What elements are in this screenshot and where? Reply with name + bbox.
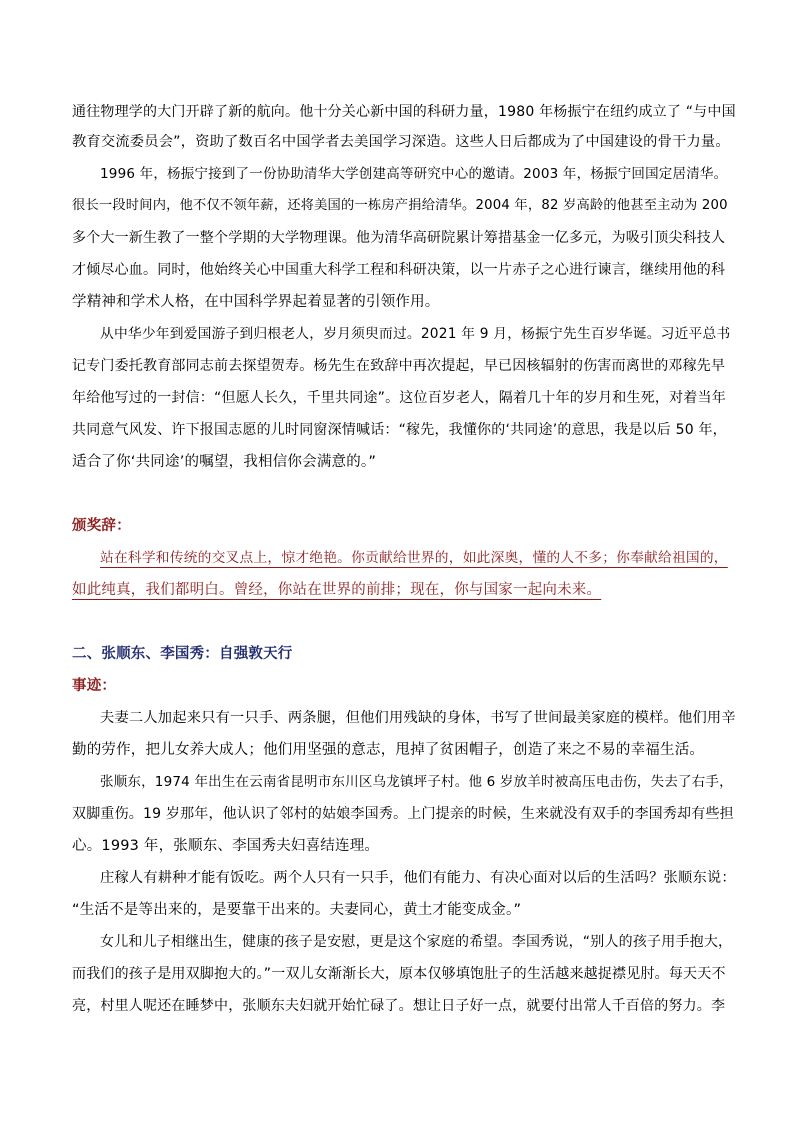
award-speech-line: 如此纯真，我们都明白。曾经，你站在世界的前排；现在，你与国家一起向未来。	[72, 582, 602, 598]
text-line: 张顺东，1974 年出生在云南省昆明市东川区乌龙镇坪子村。他 6 岁放羊时被高压电击伤，失去了右手，	[100, 774, 733, 790]
text-line: 1996 年，杨振宁接到了一份协助清华大学创建高等研究中心的邀请。2003 年，杨振宁回国定居清华。	[100, 166, 728, 182]
text-line: 勤的劳作，把儿女养大成人；他们用坚强的意志，甩掉了贫困帽子，创造了来之不易的幸福生活。	[72, 742, 705, 758]
text-line: 学精神和学术人格，在中国科学界起着显著的引领作用。	[72, 294, 440, 310]
award-speech-heading: 颁奖辞：	[72, 518, 131, 534]
text-line: 适合了你‘共同途’的嘱望，我相信你会满意的。”	[72, 454, 377, 470]
section-heading: 二、张顺东、李国秀：自强敦天行	[72, 646, 293, 662]
text-line: 而我们的孩子是用双脚抱大的。”一双儿女渐渐长大，原本仅够填饱肚子的生活越来越捉襟见肘。每天天不	[72, 966, 726, 982]
text-line: 双脚重伤。19 岁那年，他认识了邻村的姑娘李国秀。上门提亲的时候，生来就没有双手的李国秀却有些担	[72, 806, 734, 822]
text-line: 才倾尽心血。同时，他始终关心中国重大科学工程和科研决策，以一片赤子之心进行谏言，继续用他的科	[72, 262, 726, 278]
deeds-heading: 事迹：	[72, 678, 117, 694]
text-line: 庄稼人有耕种才能有饭吃。两个人只有一只手，他们有能力、有决心面对以后的生活吗？张顺东说：	[100, 870, 736, 886]
text-line: 女儿和儿子相继出生，健康的孩子是安慰，更是这个家庭的希望。李国秀说，“别人的孩子用手抱大，	[100, 934, 733, 950]
text-line: 通往物理学的大门开辟了新的航向。他十分关心新中国的科研力量，1980 年杨振宁在纽约成立了 “与中国	[72, 104, 736, 120]
text-line: 心。1993 年，张顺东、李国秀夫妇喜结连理。	[72, 838, 380, 854]
text-line: 教育交流委员会”，资助了数百名中国学者去美国学习深造。这些人日后都成为了中国建设的骨干力量。	[72, 134, 730, 150]
text-line: 亮，村里人呢还在睡梦中，张顺东夫妇就开始忙碌了。想让日子好一点，就要付出常人千百倍的努力。李	[72, 998, 726, 1014]
text-line: 从中华少年到爱国游子到归根老人，岁月须臾而过。2021 年 9 月，杨振宁先生百岁华诞。习近平总书	[100, 326, 731, 342]
award-speech-line: 站在科学和传统的交叉点上，惊才绝艳。你贡献给世界的，如此深奥，懂的人不多；你奉献给祖国的，	[100, 550, 728, 566]
text-line: 年给他写过的一封信：“但愿人长久，千里共同途”。这位百岁老人，隔着几十年的岁月和生死，对着当年	[72, 390, 726, 406]
text-line: 共同意气风发、许下报国志愿的儿时同窗深情喊话：“稼先，我懂你的‘共同途’的意思，我是以后 50 年，	[72, 422, 727, 438]
text-line: 多个大一新生教了一整个学期的大学物理课。他为清华高研院累计筹措基金一亿多元，为吸引顶尖科技人	[72, 230, 726, 246]
text-line: 记专门委托教育部同志前去探望贺寿。杨先生在致辞中再次提起，早已因核辐射的伤害而离世的邓稼先早	[72, 358, 726, 374]
text-line: 夫妻二人加起来只有一只手、两条腿，但他们用残缺的身体，书写了世间最美家庭的模样。他们用辛	[100, 710, 736, 726]
text-line: 很长一段时间内，他不仅不领年薪，还将美国的一栋房产捐给清华。2004 年，82 岁高龄的他甚至主动为 200	[72, 198, 728, 213]
text-line: “生活不是等出来的，是要靠干出来的。夫妻同心，黄土才能变成金。”	[72, 902, 522, 918]
